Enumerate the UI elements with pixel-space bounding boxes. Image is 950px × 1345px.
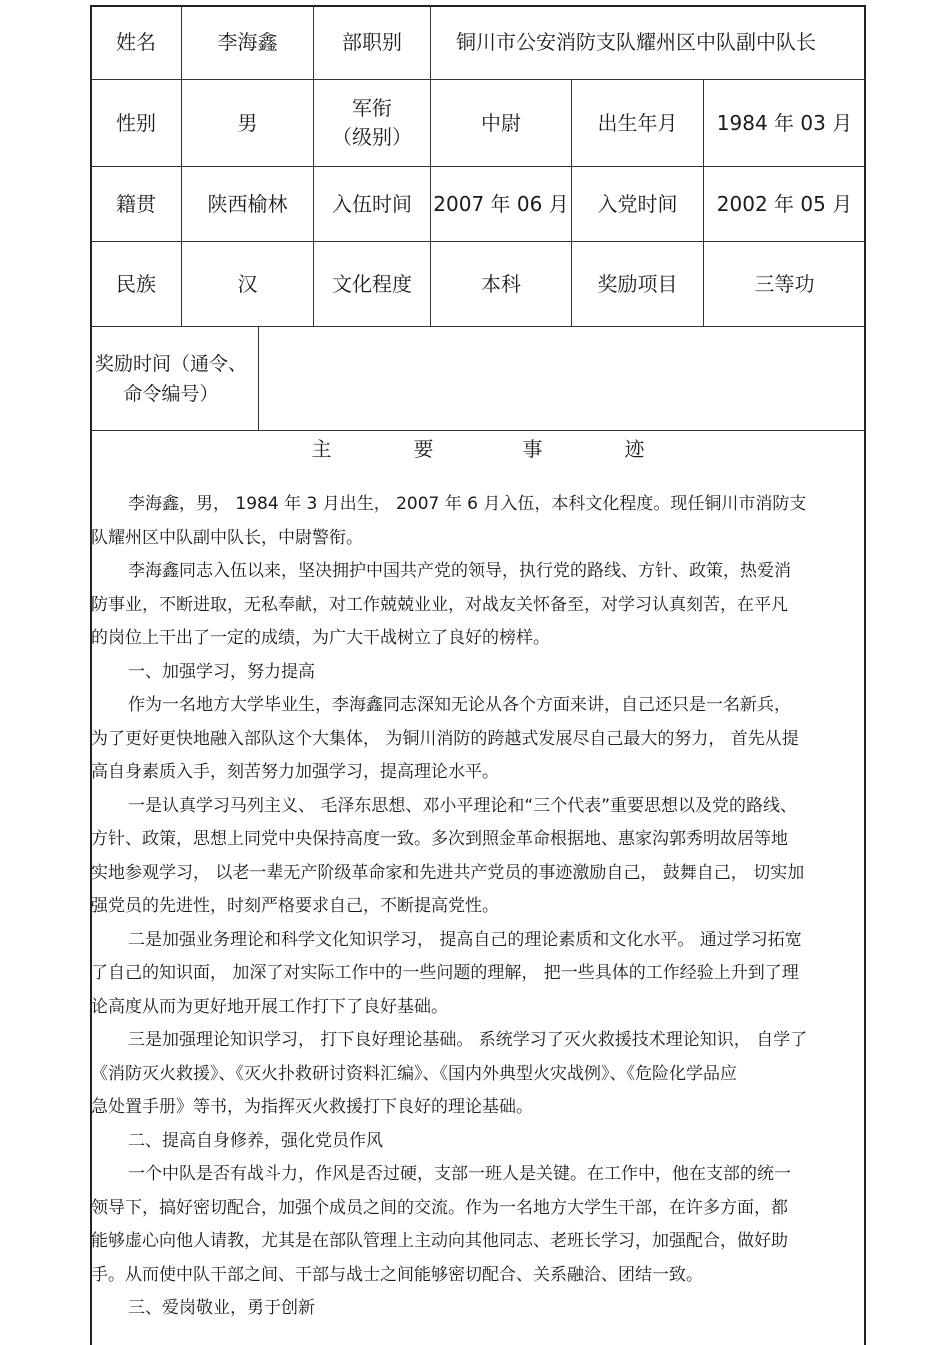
body-line: 一是认真学习马列主义、 毛泽东思想、邓小平理论和“三个代表”重要思想以及党的路线、: [128, 795, 798, 816]
body-line: 实地参观学习， 以老一辈无产阶级革命家和先进共产党员的事迹激励自己， 鼓舞自己， 切实加: [91, 862, 805, 883]
position-label: 部职别: [342, 30, 402, 54]
body-line: 急处置手册》等书，为指挥灭火救援打下良好的理论基础。: [91, 1097, 533, 1117]
birth-value: 1984 年 03 月: [716, 110, 853, 135]
body-line: 为了更好更快地融入部队这个大集体， 为铜川消防的跨越式发展尽自己最大的努力， 首先从提: [91, 728, 799, 749]
enlist-label: 入伍时间: [332, 191, 412, 216]
body-line: 三是加强理论知识学习， 打下良好理论基础。 系统学习了灭火救援技术理论知识， 自学了: [128, 1030, 808, 1050]
ethnic-value: 汉: [237, 271, 258, 296]
award-time-label-line2: 命令编号）: [123, 382, 219, 405]
body-line: 一个中队是否有战斗力，作风是否过硬，支部一班人是关键。在工作中，他在支部的统一: [128, 1164, 791, 1184]
body-line: 二、提高自身修养，强化党员作风: [128, 1130, 383, 1151]
section-title-char: 要: [413, 436, 434, 461]
award-time-label-line1: 奖励时间（通令、: [94, 352, 247, 375]
education-label: 文化程度: [332, 271, 412, 296]
body-line: 强党员的先进性，时刻严格要求自己，不断提高党性。: [91, 896, 499, 916]
body-line: 手。从而使中队干部之间、干部与战士之间能够密切配合、关系融洽、团结一致。: [91, 1264, 703, 1285]
body-line: 防事业，不断进取，无私奉献，对工作兢兢业业，对战友关怀备至，对学习认真刻苦，在平凡: [91, 594, 788, 615]
main-deeds-body: [91, 488, 865, 1326]
rank-value: 中尉: [481, 110, 521, 135]
rank-label: [314, 80, 430, 166]
section-title-char: 迹: [624, 436, 645, 461]
body-line: 李海鑫同志入伍以来，坚决拥护中国共产党的领导，执行党的路线、方针、政策，热爱消: [128, 561, 791, 581]
origin-value: 陕西榆林: [207, 191, 288, 216]
origin-label: 籍贯: [116, 191, 156, 216]
ethnic-label: 民族: [116, 271, 156, 296]
award-value: 三等功: [754, 271, 815, 296]
body-line: 《消防灭火救援》、《灭火扑救研讨资料汇编》、《国内外典型火灾战例》、《危险化学品应: [91, 1063, 737, 1084]
section-title: [90, 431, 866, 463]
section-title-char: 事: [522, 436, 543, 461]
body-line: 了自己的知识面， 加深了对实际工作中的一些问题的理解， 把一些具体的工作经验上升到了理: [91, 963, 799, 983]
enlist-value: 2007 年 06 月: [433, 191, 569, 216]
body-line: 一、加强学习，努力提高: [128, 661, 315, 682]
award-label: 奖励项目: [597, 271, 678, 296]
gender-label: 性别: [116, 110, 156, 135]
name-label: 姓名: [116, 30, 156, 54]
body-line: 三、爱岗敬业，勇于创新: [128, 1298, 315, 1318]
body-line: 作为一名地方大学毕业生，李海鑫同志深知无论从各个方面来讲，自己还只是一名新兵，: [128, 695, 791, 715]
body-line: 能够虚心向他人请教，尤其是在部队管理上主动向其他同志、老班长学习，加强配合，做好助: [91, 1231, 788, 1251]
party-value: 2002 年 05 月: [716, 191, 853, 216]
position-value: 铜川市公安消防支队耀州区中队副中队长: [456, 30, 816, 54]
body-line: 的岗位上干出了一定的成绩，为广大干战树立了良好的榜样。: [91, 628, 550, 648]
rank-label-line1: 军衔: [352, 96, 392, 120]
education-value: 本科: [481, 271, 521, 296]
body-line: 队耀州区中队副中队长，中尉警衔。: [91, 527, 363, 548]
section-title-char: 主: [311, 436, 332, 461]
name-value: 李海鑫: [217, 30, 278, 54]
body-line: 高自身素质入手，刻苦努力加强学习，提高理论水平。: [91, 762, 499, 782]
body-line: 方针、政策，思想上同党中央保持高度一致。多次到照金革命根据地、惠家沟郭秀明故居等地: [91, 829, 788, 849]
body-line: 领导下，搞好密切配合，加强个成员之间的交流。作为一名地方大学生干部，在许多方面，都: [91, 1197, 788, 1218]
birth-label: 出生年月: [597, 110, 678, 135]
body-line: 论高度从而为更好地开展工作打下了良好基础。: [91, 996, 448, 1017]
body-line: 李海鑫，男， 1984 年 3 月出生， 2007 年 6 月入伍，本科文化程度。现任铜川市消防支: [128, 494, 807, 514]
rank-label-line2: （级别）: [332, 125, 412, 149]
party-label: 入党时间: [597, 191, 678, 216]
award-time-value: [259, 327, 865, 430]
gender-value: 男: [237, 110, 258, 135]
body-line: 二是加强业务理论和科学文化知识学习， 提高自己的理论素质和文化水平。 通过学习拓宽: [128, 929, 802, 950]
award-time-label: [84, 327, 258, 430]
